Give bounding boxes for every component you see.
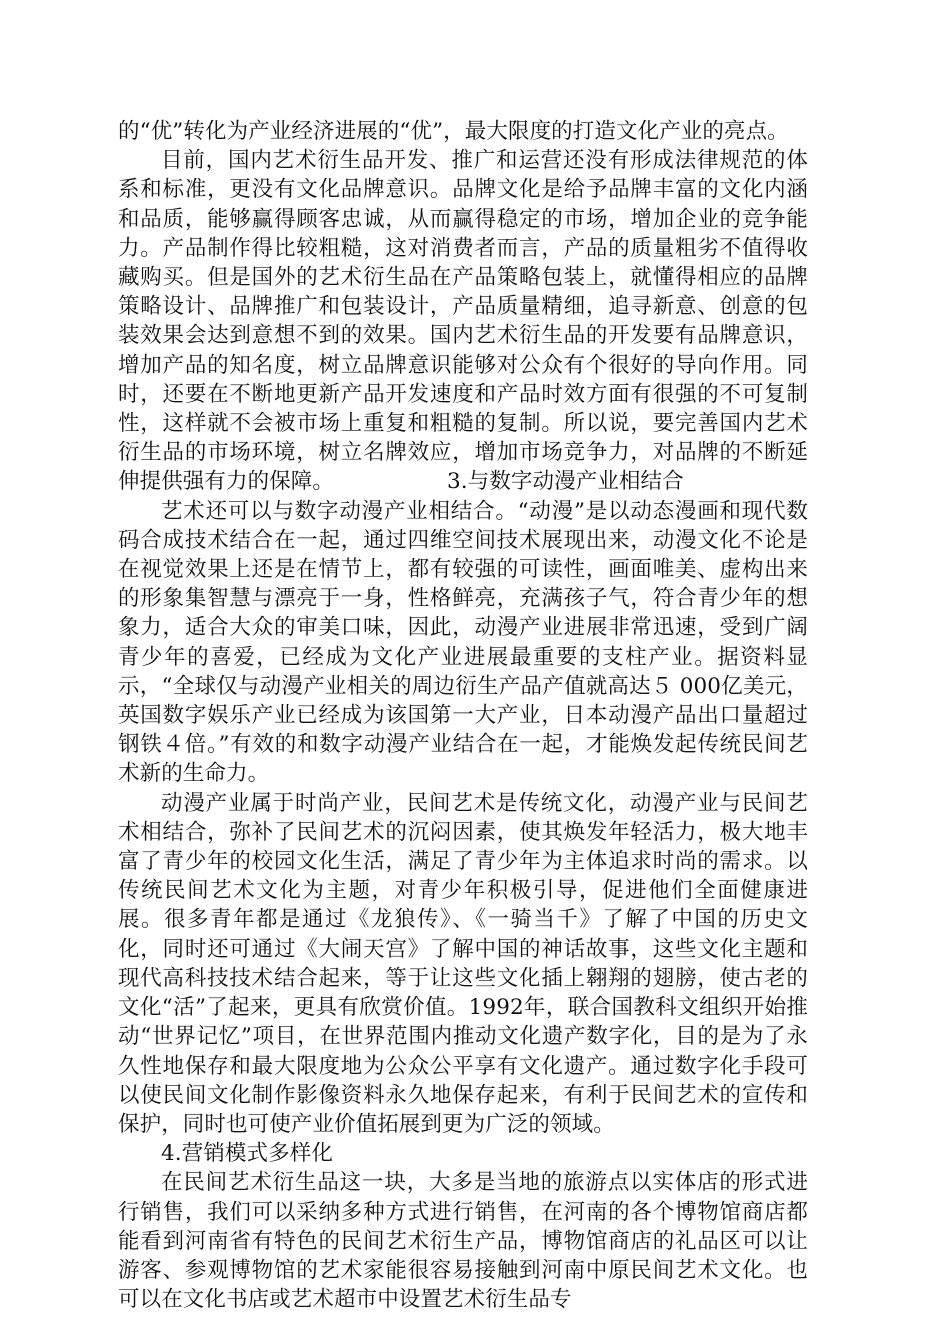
paragraph-5: 在民间艺术衍生品这一块，大多是当地的旅游点以实体店的形式进行销售，我们可以采纳多种方式进行销售，在河南的各个博物馆商店都能看到河南省有特色的民间艺术衍生产品，博物馆商店的礼品区可以让游客、参观博物馆的艺术家能很容易接触到河南中原民间艺术文化。也可以在文化书店或艺术超市中设置艺术衍生品专 [118, 1170, 808, 1313]
paragraph-3: 艺术还可以与数字动漫产业相结合。“动漫”是以动态漫画和现代数码合成技术结合在一起，通过四维空间技术展现出来，动漫文化不论是在视觉效果上还是在情节上，都有较强的可读性，画面唯美、虚构出来的形象集智慧与漂亮于一身，性格鲜亮，充满孩子气，符合青少年的想象力，适合大众的审美口味，因此，动漫产业进展非常迅速，受到广阔青少年的喜爱，已经成为文化产业进展最重要的支柱产业。据资料显示，“全球仅与动漫产业相关的周边衍生产品产值就高达５ 000亿美元，英国数字娱乐产业已经成为该国第一大产业，日本动漫产品出口量超过钢铁４倍。”有效的和数字动漫产业结合在一起，才能焕发起传统民间艺术新的生命力。 [118, 498, 808, 787]
paragraph-1: 的“优”转化为产业经济进展的“优”，最大限度的打造文化产业的亮点。 [118, 119, 789, 144]
section-heading-4: 4.营销模式多样化 [161, 1141, 333, 1167]
paragraph-4: 动漫产业属于时尚产业，民间艺术是传统文化，动漫产业与民间艺术相结合，弥补了民间艺术的沉闷因素，使其焕发年轻活力，极大地丰富了青少年的校园文化生活，满足了青少年为主体追求时尚的需求。以传统民间艺术文化为主题，对青少年积极引导，促进他们全面健康进展。很多青年都是通过《龙狼传》、《一骑当千》了解了中国的历史文化，同时还可通过《大闹天宫》了解中国的神话故事，这些文化主题和现代高科技技术结合起来，等于让这些文化插上翱翔的翅膀，使古老的文化“活”了起来，更具有欣赏价值。1992年，联合国教科文组织开始推动“世界记忆”项目，在世界范围内推动文化遗产数字化，目的是为了永久性地保存和最大限度地为公众公平享有文化遗产。通过数字化手段可以使民间文化制作影像资料永久地保存起来，有利于民间艺术的宣传和保护，同时也可使产业价值拓展到更为广泛的领域。 [118, 790, 808, 1137]
paragraph-2 [118, 146, 808, 496]
document-body [118, 117, 808, 1314]
paragraph-2-text: 目前，国内艺术衍生品开发、推广和运营还没有形成法律规范的体系和标准，更没有文化品牌意识。品牌文化是给予品牌丰富的文化内涵和品质，能够赢得顾客忠诚，从而赢得稳定的市场，增加企业的竞争能力。产品制作得比较粗糙，这对消费者而言，产品的质量粗劣不值得收藏购买。但是国外的艺术衍生品在产品策略包装上，就懂得相应的品牌策略设计、品牌推广和包装设计，产品质量精细，追寻新意、创意的包装效果会达到意想不到的效果。国内艺术衍生品的开发要有品牌意识，增加产品的知名度，树立品牌意识能够对公众有个很好的导向作用。同时，还要在不断地更新产品开发速度和产品时效方面有很强的不可复制性，这样就不会被市场上重复和粗糙的复制。所以说，要完善国内艺术衍生品的市场环境，树立名牌效应，增加市场竞争力，对品牌的不断延伸提供强有力的保障。 [118, 148, 808, 495]
section-heading-3: 3.与数字动漫产业相结合 [447, 469, 684, 495]
